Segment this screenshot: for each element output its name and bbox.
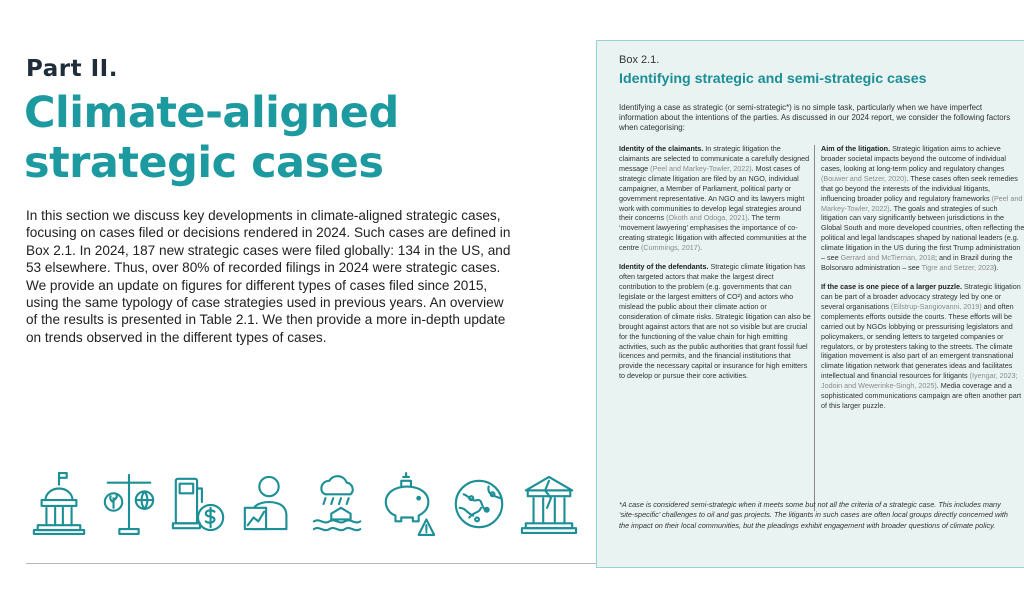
title-line-1: Climate-aligned: [24, 88, 399, 138]
page-title: [24, 88, 586, 188]
citation: (Iyengar, 2023; Jodoin and Wewerinke-Singh, 2025): [821, 371, 1018, 391]
citation: (Eilstrup-Sangiovanni, 2019): [890, 301, 982, 311]
box-label: Box 2.1.: [619, 54, 660, 66]
citation: Gerrard and McTiernan, 2018: [840, 253, 936, 263]
puzzle-text-a: Strategic litigation can be part of a broader advocacy strategy led by one or several organisations: [821, 281, 1021, 311]
column-divider: [814, 145, 815, 511]
aim-paragraph: [821, 144, 1024, 273]
aim-text-b: . These cases often seek remedies that go beyond the interests of the individual litigants, influencing broader policy and regulatory frameworks: [821, 173, 1018, 203]
claimants-heading: Identity of the claimants.: [619, 144, 704, 153]
piggy-bank-warning-icon: [380, 468, 438, 538]
citation: Tigre and Setzer, 2023: [921, 263, 995, 273]
box-column-right: [821, 144, 1024, 420]
puzzle-heading: If the case is one piece of a larger puzzle.: [821, 281, 963, 291]
claimants-text-d: .: [700, 243, 703, 253]
fuel-pump-dollar-icon: [170, 468, 228, 538]
government-building-icon: [30, 468, 88, 538]
claimants-text-b: . Most cases of strategic climate litigation are filed by an NGO, individual campaigner, a Member of Parliament, political party or government representative. An NGO and its lawyers might work with communities to develop legal strategies around their concerns: [619, 163, 805, 223]
claimants-paragraph: [619, 144, 811, 253]
puzzle-paragraph: [821, 282, 1024, 411]
citation: (Peel and Markey-Towler, 2022): [821, 193, 1023, 213]
claimants-text-c: . The term ‘movement lawyering’ emphasises the importance of co-creating strategic litigation with affected communities at the centre: [619, 213, 807, 253]
aim-text-a: Strategic litigation aims to achieve broader societal impacts beyond the outcome of individual cases, looking at long-term policy and regulatory changes: [821, 144, 1006, 173]
citation: (Bouwer and Setzer, 2020): [821, 173, 907, 183]
box-column-left: [619, 144, 811, 390]
heading-block: [26, 56, 586, 188]
citation: (Peel and Markey-Towler, 2022): [650, 163, 752, 173]
icon-row: [30, 466, 578, 538]
defendants-text: Strategic climate litigation has often targeted actors that make the largest direct contribution to the problem (e.g. governments that can legislate or the largest emitters of CO²) and actors who mislead the public about their climate action or consideration of climate risks. Strategic litigation can also be brought against actors that are not so visible but are crucial for the functioning of the value chain for high emitting activities, such as the public authorities that grant fossil fuel licences and permits, and the financial institutions that provide the necessary capital or insurance for high emitters to develop or pursue their core activities.: [619, 262, 811, 381]
intro-paragraph: In this section we discuss key developments in climate-aligned strategic cases, focusing on cases filed or decisions rendered in 2024. Such cases are defined in Box 2.1. In 2024, 187 new strategic cases were filed globally: 134 in the US, and 53 elsewhere. Thus, over 80% of recorded filings in 2024 were strategic cases. We provide an update on figures for different types of cases filed since 2015, using the same typology of case strategies used in previous years. An overview of the results is presented in Table 2.1. We then provide a more in-depth update on trends observed in the different types of cases.: [26, 208, 511, 345]
globe-brain-icon: [450, 468, 508, 538]
box-2-1: [596, 40, 1024, 568]
claimants-text-a: In strategic litigation the claimants are selected to communicate a carefully designed message: [619, 144, 810, 173]
aim-text-e: ).: [994, 263, 999, 273]
aim-heading: Aim of the litigation.: [821, 144, 891, 153]
scales-plant-globe-icon: [100, 468, 158, 538]
storm-flood-icon: [310, 468, 368, 538]
aim-text-d: ; and in Brazil during the Bolsonaro administration – see: [821, 253, 1013, 273]
puzzle-text-b: and often complements efforts outside the courts. These efforts will be carried out by NGOs lobbying or pressurising legislators and policymakers, or sending letters to targeted companies or regulators, or by protesters taking to the streets. The climate litigation movement is also part of an emergent transnational climate litigation network that generates ideas and facilitates intellectual and financial resources for litigants: [821, 301, 1014, 381]
box-intro: Identifying a case as strategic (or semi-strategic*) is no simple task, particularly when we have imperfect information about the intentions of the parties. As discussed in our 2024 report, we consider the following factors when categorising:: [619, 103, 1011, 133]
box-title: Identifying strategic and semi-strategic cases: [619, 71, 927, 87]
aim-text-c: . The goals and strategies of such litigation can vary significantly between jurisdictions in the Global South and more developed countries, often reflecting the political and legal landscapes shaped by national leaders (e.g. climate litigation in the US during the first Trump administration – see: [821, 203, 1024, 263]
damaged-building-icon: [520, 468, 578, 538]
puzzle-text-c: . Media coverage and a sophisticated communications campaign are often another part of this larger puzzle.: [821, 381, 1022, 411]
citation: (Okoth and Odoga, 2021): [666, 213, 748, 223]
box-footnote: *A case is considered semi-strategic when it meets some but not all the criteria of a strategic case. This includes many ‘site-specific’ challenges to oil and gas projects. The litigants in such cases are often local groups directly concerned with the impact on their local communities, but the pleadings exhibit engagement with broader questions of climate policy.: [619, 500, 1008, 530]
defendants-paragraph: [619, 262, 811, 381]
part-label: Part II.: [26, 56, 118, 82]
citation: (Cummings, 2017): [640, 243, 701, 253]
title-line-2: strategic cases: [24, 138, 384, 188]
person-chart-icon: [240, 468, 298, 538]
defendants-heading: Identity of the defendants.: [619, 262, 709, 272]
